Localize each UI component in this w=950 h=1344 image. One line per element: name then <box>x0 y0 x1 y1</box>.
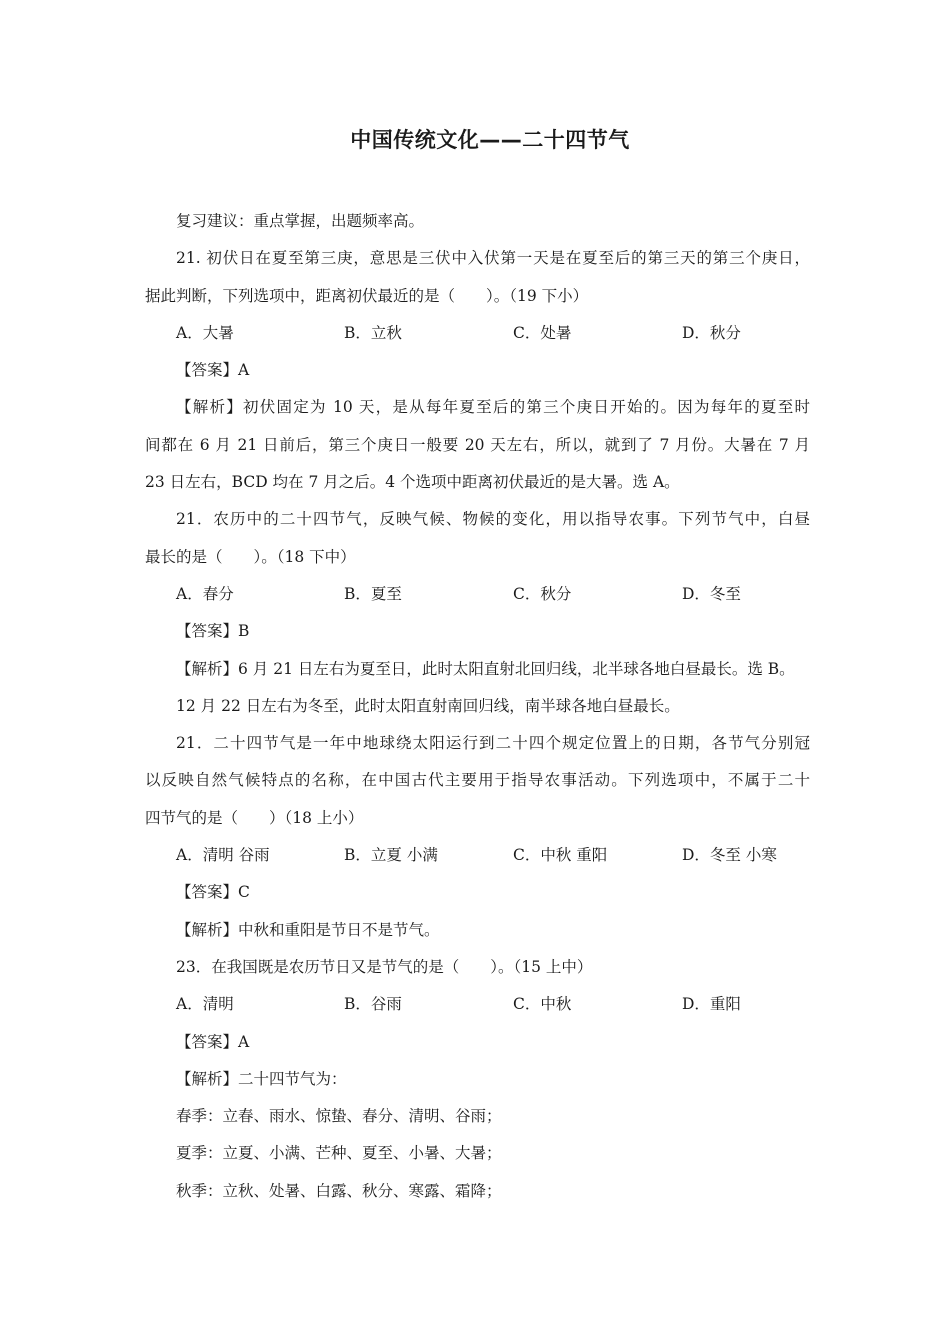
q3-option-c: C．中秋 重阳 <box>513 846 608 865</box>
q1-analysis-line-1: 【解析】初伏固定为 10 天，是从每年夏至后的第三个庚日开始的。因为每年的夏至时 <box>176 398 810 417</box>
q4-analysis-line-1: 【解析】二十四节气为： <box>176 1069 347 1088</box>
q3-options <box>145 837 810 874</box>
review-advice: 复习建议：重点掌握，出题频率高。 <box>176 212 425 230</box>
q2-option-a: A．春分 <box>176 584 234 603</box>
q2-option-c: C．秋分 <box>513 584 572 603</box>
q4-analysis-line-2: 春季：立春、雨水、惊蛰、春分、清明、谷雨； <box>176 1107 502 1126</box>
q1-stem-line-1: 21. 初伏日在夏至第三庚，意思是三伏中入伏第一天是在夏至后的第三天的第三个庚日， <box>176 249 810 268</box>
q4-option-b: B．谷雨 <box>344 995 402 1014</box>
q1-analysis-line-2: 间都在 6 月 21 日前后，第三个庚日一般要 20 天左右，所以，就到了 7 月份。大暑在 7 月 <box>145 435 810 454</box>
q4-option-c: C．中秋 <box>513 995 572 1014</box>
q3-analysis-line-1: 【解析】中秋和重阳是节日不是节气。 <box>176 920 440 939</box>
q4-option-d: D．重阳 <box>682 995 741 1014</box>
q3-stem-line-1: 21．二十四节气是一年中地球绕太阳运行到二十四个规定位置上的日期，各节气分别冠 <box>176 734 810 753</box>
q2-stem-line-2: 最长的是（ ）。（18 下中） <box>145 547 356 566</box>
q4-answer: 【答案】A <box>176 1032 250 1051</box>
q1-analysis-line-3: 23 日左右，BCD 均在 7 月之后。4 个选项中距离初伏最近的是大暑。选 A。 <box>145 473 680 492</box>
q2-options <box>145 576 810 613</box>
q4-options <box>145 986 810 1023</box>
q1-option-c: C．处暑 <box>513 323 572 342</box>
q2-option-b: B．夏至 <box>344 584 402 603</box>
q4-analysis-line-4: 秋季：立秋、处暑、白露、秋分、寒露、霜降； <box>176 1181 502 1200</box>
q2-stem-line-1: 21．农历中的二十四节气，反映气候、物候的变化，用以指导农事。下列节气中，白昼 <box>176 510 810 529</box>
q3-option-b: B．立夏 小满 <box>344 846 438 865</box>
q3-answer: 【答案】C <box>176 883 250 902</box>
q4-analysis-line-3: 夏季：立夏、小满、芒种、夏至、小暑、大暑； <box>176 1144 502 1163</box>
q4-option-a: A．清明 <box>176 995 234 1014</box>
q2-option-d: D．冬至 <box>682 584 741 603</box>
q1-stem-line-2: 据此判断，下列选项中，距离初伏最近的是（ ）。（19 下小） <box>145 286 589 305</box>
q1-option-a: A．大暑 <box>176 323 234 342</box>
q1-option-d: D．秋分 <box>682 323 741 342</box>
q2-answer: 【答案】B <box>176 622 250 641</box>
q1-answer: 【答案】A <box>176 361 250 380</box>
q3-stem-line-2: 以反映自然气候特点的名称，在中国古代主要用于指导农事活动。下列选项中，不属于二十 <box>145 771 810 790</box>
q1-options <box>145 315 810 352</box>
document-body <box>145 203 810 1210</box>
page-title: 中国传统文化——二十四节气 <box>350 128 630 152</box>
q3-option-a: A．清明 谷雨 <box>176 846 270 865</box>
q2-analysis-line-2: 12 月 22 日左右为冬至，此时太阳直射南回归线，南半球各地白昼最长。 <box>176 696 680 715</box>
q3-stem-line-3: 四节气的是（ ）（18 上小） <box>145 808 364 827</box>
q3-option-d: D．冬至 小寒 <box>682 846 777 865</box>
q4-stem-line-1: 23．在我国既是农历节日又是节气的是（ ）。（15 上中） <box>176 957 593 976</box>
q1-option-b: B．立秋 <box>344 323 402 342</box>
q2-analysis-line-1: 【解析】6 月 21 日左右为夏至日，此时太阳直射北回归线，北半球各地白昼最长。选 B。 <box>176 659 795 678</box>
